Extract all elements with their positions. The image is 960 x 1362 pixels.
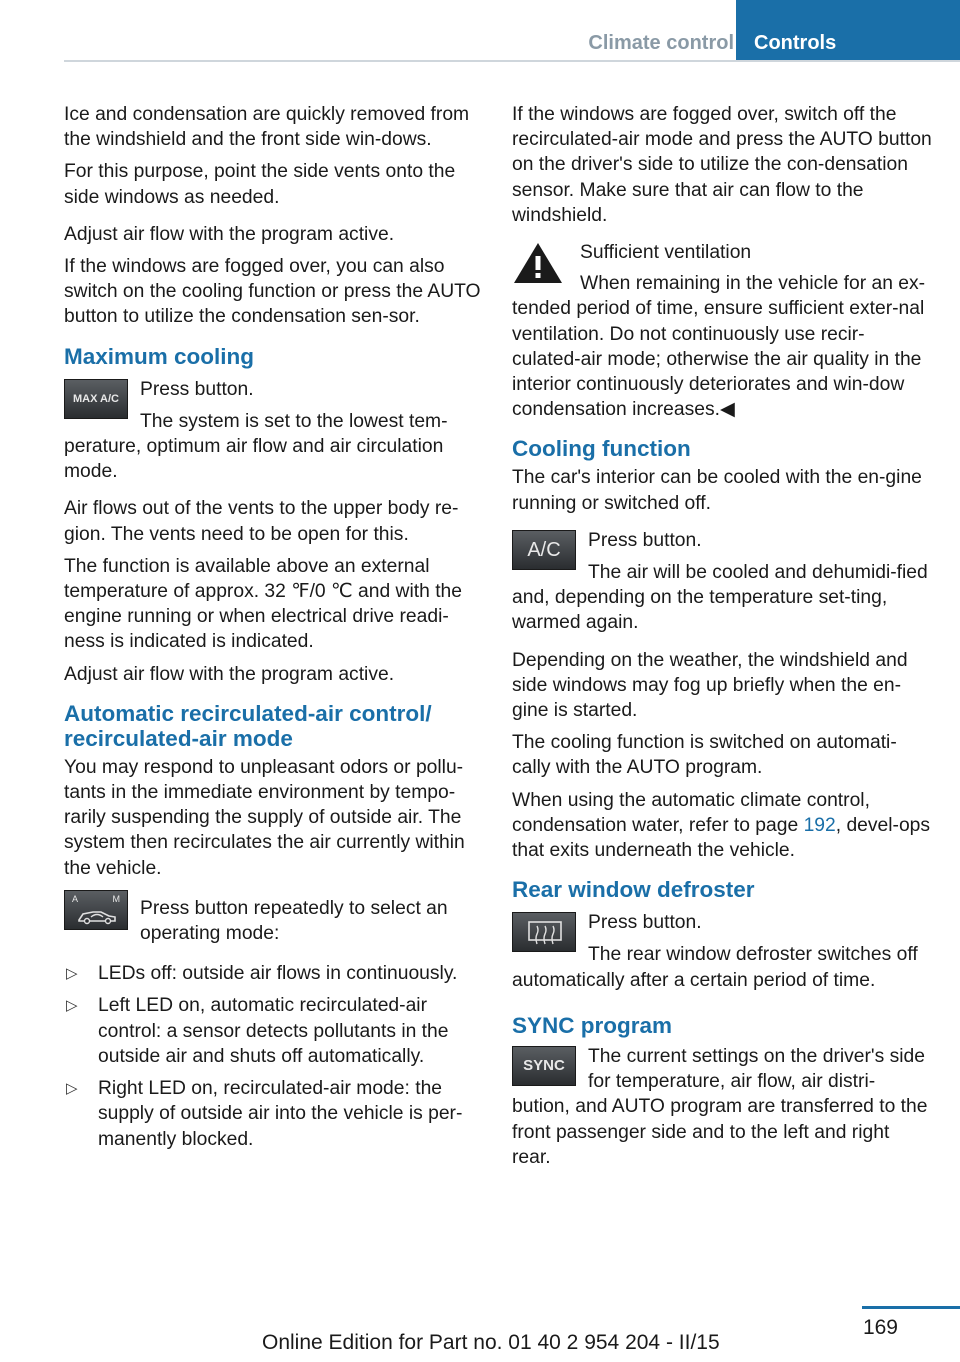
paragraph: The system is set to the lowest tem‐perature, optimum air flow and air circulation mode.: [64, 410, 448, 483]
paragraph: Air flows out of the vents to the upper body re‐gion. The vents need to be open for this.: [64, 498, 459, 545]
recirc-block: [64, 888, 482, 953]
left-column: [64, 102, 482, 1159]
paragraph: You may respond to unpleasant odors or pollu‐tants in the immediate environment by tempo‐rarily suspending the supply of outside air. The system then recirculates the air currently within the vehicle.: [64, 756, 465, 879]
paragraph: The function is available above an external temperature of approx. 32 ℉/0 ℃ and with the engine running or when electrical drive readi‐ness is indicated is indicated.: [64, 555, 462, 653]
warning-note: [512, 240, 932, 422]
section-heading-rear-window-defroster: Rear window defroster: [512, 877, 755, 903]
sync-button-icon: SYNC: [512, 1046, 576, 1086]
right-column: [512, 102, 932, 1177]
operating-mode-list: [64, 961, 482, 1151]
paragraph: For this purpose, point the side vents onto the side windows as needed.: [64, 161, 456, 208]
paragraph: The rear window defroster switches off automatically after a certain period of time.: [512, 944, 918, 991]
footer-divider: [862, 1306, 960, 1309]
section-heading-cooling-function: Cooling function: [512, 436, 691, 462]
list-item: ▷ Left LED on, automatic recirculated-air control: a sensor detects pollutants in the outside air and shuts off automatically.: [64, 993, 482, 1069]
section-heading-recirculated-air: Automatic recirculated-air control/ recirculated-air mode: [64, 700, 432, 751]
car-recirculation-icon: [75, 906, 119, 926]
page-header: [0, 0, 960, 64]
warning-title: Sufficient ventilation: [580, 242, 752, 264]
recirculation-button-icon: [64, 890, 128, 930]
header-chapter-tab[interactable]: Controls: [736, 0, 960, 62]
ac-button-icon: A/C: [512, 530, 576, 570]
max-ac-button-icon: MAX A/C: [64, 379, 128, 419]
warning-triangle-icon: [512, 240, 564, 286]
auto-led-label: A: [72, 893, 79, 904]
paragraph: If the windows are fogged over, you can also switch on the cooling function or press the AUTO button to utilize the condensation sen‐sor.: [64, 256, 481, 328]
text-fragment: When using the automatic climate control, condensation water, refer to page: [512, 789, 870, 836]
rear-defrost-icon: [525, 918, 565, 948]
paragraph: [512, 788, 932, 864]
paragraph: Adjust air flow with the program active.: [64, 223, 395, 245]
sync-block: [512, 1044, 932, 1170]
paragraph: Ice and condensation are quickly removed from the windshield and the front side win‐dows.: [64, 104, 470, 151]
paragraph: The air will be cooled and dehumidi‐fied and, depending on the temperature set‐ting, warmed again.: [512, 562, 928, 634]
paragraph: Press button.: [140, 378, 254, 400]
manual-led-label: M: [112, 893, 120, 904]
paragraph: Press button.: [588, 529, 702, 551]
list-item: ▷ Right LED on, recirculated-air mode: the supply of outside air into the vehicle is per‐manently blocked.: [64, 1076, 482, 1152]
page-number: 169: [862, 1316, 898, 1339]
edition-footer: Online Edition for Part no. 01 40 2 954 204 - II/15: [262, 1331, 720, 1354]
max-ac-block: [64, 377, 482, 485]
text-fragment: , devel‐ops that exits underneath the vehicle.: [512, 814, 931, 862]
section-heading-maximum-cooling: Maximum cooling: [64, 343, 255, 369]
paragraph: Adjust air flow with the program active.: [64, 663, 395, 685]
paragraph: Press button repeatedly to select an operating mode:: [140, 897, 448, 945]
paragraph: The cooling function is switched on automati‐cally with the AUTO program.: [512, 732, 897, 779]
page-reference-link[interactable]: 192: [803, 814, 836, 836]
paragraph: The car's interior can be cooled with the en‐gine running or switched off.: [512, 467, 922, 514]
paragraph: The current settings on the driver's side for temperature, air flow, air distri‐bution, and AUTO program are transferred to the front passenger side and to the left and right rear.: [512, 1045, 928, 1168]
header-section-title: Climate control: [588, 32, 734, 54]
paragraph: Depending on the weather, the windshield and side windows may fog up briefly when the en‐gine is started.: [512, 649, 908, 722]
ac-block: [512, 528, 932, 636]
section-heading-sync-program: SYNC program: [512, 1012, 673, 1038]
list-item: ▷ LEDs off: outside air flows in continuously.: [64, 961, 482, 986]
rear-defroster-button-icon: [512, 912, 576, 952]
paragraph: Press button.: [588, 912, 702, 934]
header-divider: [64, 60, 960, 62]
rear-defroster-block: [512, 910, 932, 993]
paragraph: If the windows are fogged over, switch off the recirculated-air mode and press the AUTO button on the driver's side to utilize the con‐densation sensor. Make sure that air can flow to the windshield.: [512, 104, 932, 226]
warning-text: When remaining in the vehicle for an ex‐tended period of time, ensure sufficient exter‐nal ventilation. Do not continuously use recir‐culated-air mode; otherwise the air quality in the interior continuously deteriorates and win‐dow condensation increases.◀: [512, 273, 926, 421]
